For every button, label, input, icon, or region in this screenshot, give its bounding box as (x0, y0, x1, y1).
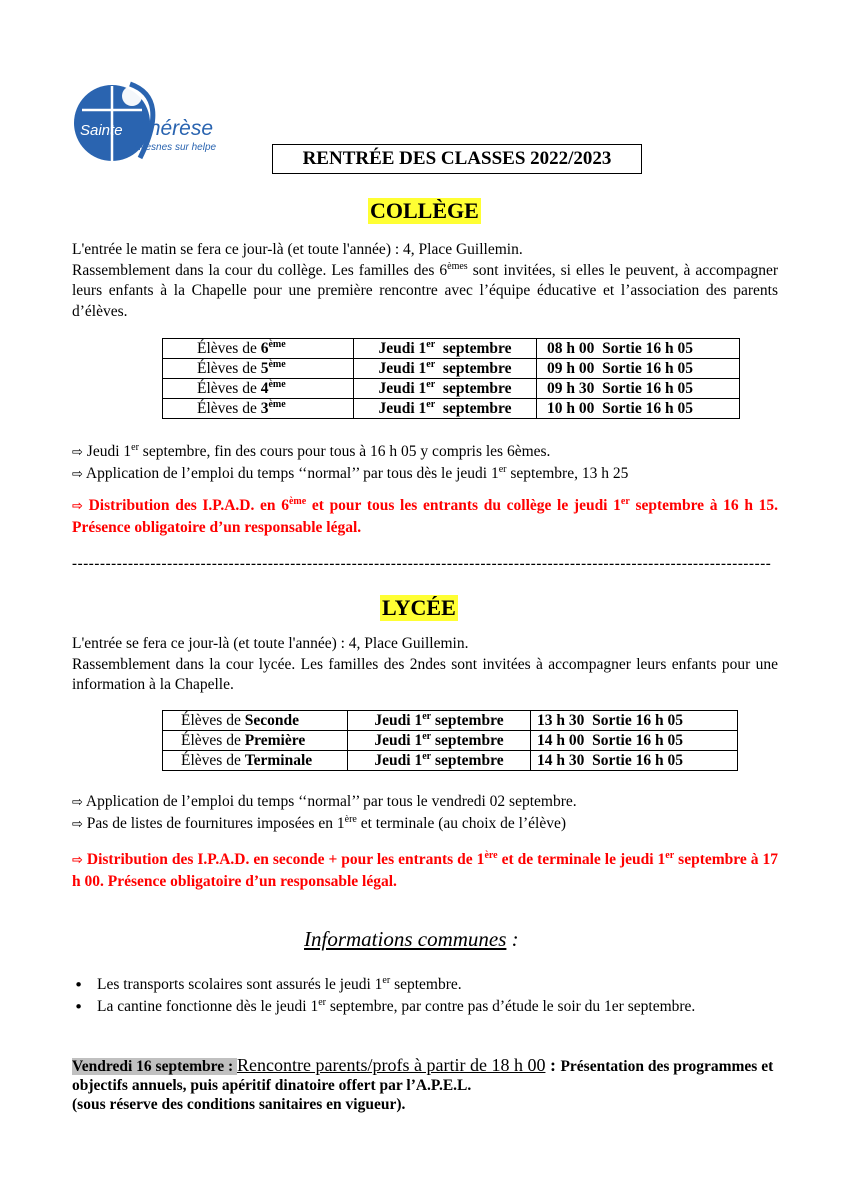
table-row (163, 339, 740, 359)
time-cell: 10 h 00 Sortie 16 h 05 (537, 399, 740, 419)
level-cell: Élèves de 5ème (163, 359, 354, 379)
time-cell: 14 h 30 Sortie 16 h 05 (531, 751, 738, 771)
time-cell: 09 h 00 Sortie 16 h 05 (537, 359, 740, 379)
date-cell: Jeudi 1er septembre (348, 711, 531, 731)
list-item: • La cantine fonctionne dès le jeudi 1er septembre, par contre pas d’étude le soir du 1er septembre. (72, 996, 792, 1018)
meeting-event: Rencontre parents/profs à partir de 18 h 00 (237, 1055, 546, 1075)
college-intro (72, 240, 778, 322)
level-cell: Élèves de 4ème (163, 379, 354, 399)
lycee-ipad-notice: ⇨ Distribution des I.P.A.D. en seconde + pour les entrants de 1ère et de terminale le jeudi 1er septembre à 17 h 00. Présence obligatoire d’un responsable légal. (72, 850, 778, 890)
date-cell: Jeudi 1er septembre (348, 751, 531, 771)
lycee-intro (72, 634, 778, 696)
date-cell: Jeudi 1er septembre (354, 379, 537, 399)
logo-tagline: Avesnes sur helpe (134, 142, 217, 153)
lycee-schedule-table (162, 710, 738, 771)
page-title: RENTRÉE DES CLASSES 2022/2023 (272, 144, 642, 174)
table-row (163, 399, 740, 419)
time-cell: 09 h 30 Sortie 16 h 05 (537, 379, 740, 399)
level-cell: Élèves de 6ème (163, 339, 354, 359)
time-cell: 13 h 30 Sortie 16 h 05 (531, 711, 738, 731)
right-arrow-icon: ⇨ (72, 816, 83, 832)
table-row (163, 751, 738, 771)
date-cell: Jeudi 1er septembre (354, 359, 537, 379)
table-row (163, 731, 738, 751)
time-cell: 14 h 00 Sortie 16 h 05 (531, 731, 738, 751)
college-note-1: ⇨ Jeudi 1er septembre, fin des cours pour tous à 16 h 05 y compris les 6èmes. (72, 442, 551, 460)
section-separator: ----------------------------------------------------------------------------------------------------------------------------- (72, 556, 772, 572)
logo-name2: Thérèse (136, 117, 214, 140)
logo-name: Sainte (80, 122, 123, 139)
right-arrow-icon: ⇨ (72, 853, 83, 868)
college-note-2: ⇨ Application de l’emploi du temps ‘‘normal’’ par tous dès le jeudi 1er septembre, 13 h 25 (72, 463, 629, 482)
list-item: • Les transports scolaires sont assurés le jeudi 1er septembre. (72, 974, 792, 996)
time-cell: 08 h 00 Sortie 16 h 05 (537, 339, 740, 359)
lycee-heading: LYCÉE (382, 595, 456, 620)
parents-meeting-line: Vendredi 16 septembre : Rencontre parents/profs à partir de 18 h 00 : Présentation des programmes et objectifs annuels, puis apéritif dinatoire offert par l’A.P.E.L. (72, 1055, 774, 1094)
table-row (163, 379, 740, 399)
parents-meeting-notice (72, 1056, 780, 1114)
level-cell: Élèves de Seconde (163, 711, 348, 731)
college-ipad-notice: ⇨ Distribution des I.P.A.D. en 6ème et pour tous les entrants du collège le jeudi 1er septembre à 16 h 15. Présence obligatoire d’un responsable légal. (72, 496, 778, 536)
college-schedule-table (162, 338, 740, 419)
info-heading: Informations communes : (304, 927, 519, 951)
college-intro-line-2: Rassemblement dans la cour du collège. Les familles des 6èmes sont invitées, si elles le peuvent, à accompagner leurs enfants à la Chapelle pour une première rencontre avec l’équipe éducative et l’association des parents d’élèves. (72, 260, 778, 320)
meeting-date: Vendredi 16 septembre : (72, 1058, 238, 1075)
table-row (163, 711, 738, 731)
college-notes (72, 442, 782, 485)
meeting-details: Présentation des programmes et objectifs annuels, puis apéritif dinatoire offert par l’A.P.E.L. (72, 1058, 774, 1094)
info-list (72, 974, 792, 1018)
level-cell: Élèves de Terminale (163, 751, 348, 771)
college-heading: COLLÈGE (370, 198, 479, 223)
lycee-notes (72, 792, 782, 835)
meeting-note: (sous réserve des conditions sanitaires en vigueur). (72, 1096, 406, 1113)
right-arrow-icon: ⇨ (72, 499, 83, 514)
right-arrow-icon: ⇨ (72, 445, 83, 460)
right-arrow-icon: ⇨ (72, 466, 83, 482)
date-cell: Jeudi 1er septembre (348, 731, 531, 751)
date-cell: Jeudi 1er septembre (354, 399, 537, 419)
table-row (163, 359, 740, 379)
lycee-intro-line-1: L'entrée se fera ce jour-là (et toute l'année) : 4, Place Guillemin. (72, 635, 469, 652)
college-intro-line-1: L'entrée le matin se fera ce jour-là (et toute l'année) : 4, Place Guillemin. (72, 241, 523, 258)
lycee-intro-line-2: Rassemblement dans la cour lycée. Les familles des 2ndes sont invitées à accompagner leurs enfants pour une information à la Chapelle. (72, 655, 778, 693)
date-cell: Jeudi 1er septembre (354, 339, 537, 359)
right-arrow-icon: ⇨ (72, 795, 83, 810)
lycee-note-1: ⇨ Application de l’emploi du temps ‘‘normal’’ par tous le vendredi 02 septembre. (72, 793, 577, 810)
lycee-note-2: ⇨ Pas de listes de fournitures imposées en 1ère et terminale (au choix de l’élève) (72, 813, 567, 832)
level-cell: Élèves de Première (163, 731, 348, 751)
level-cell: Élèves de 3ème (163, 399, 354, 419)
logo-globe-icon (70, 78, 240, 168)
school-logo (70, 78, 240, 168)
